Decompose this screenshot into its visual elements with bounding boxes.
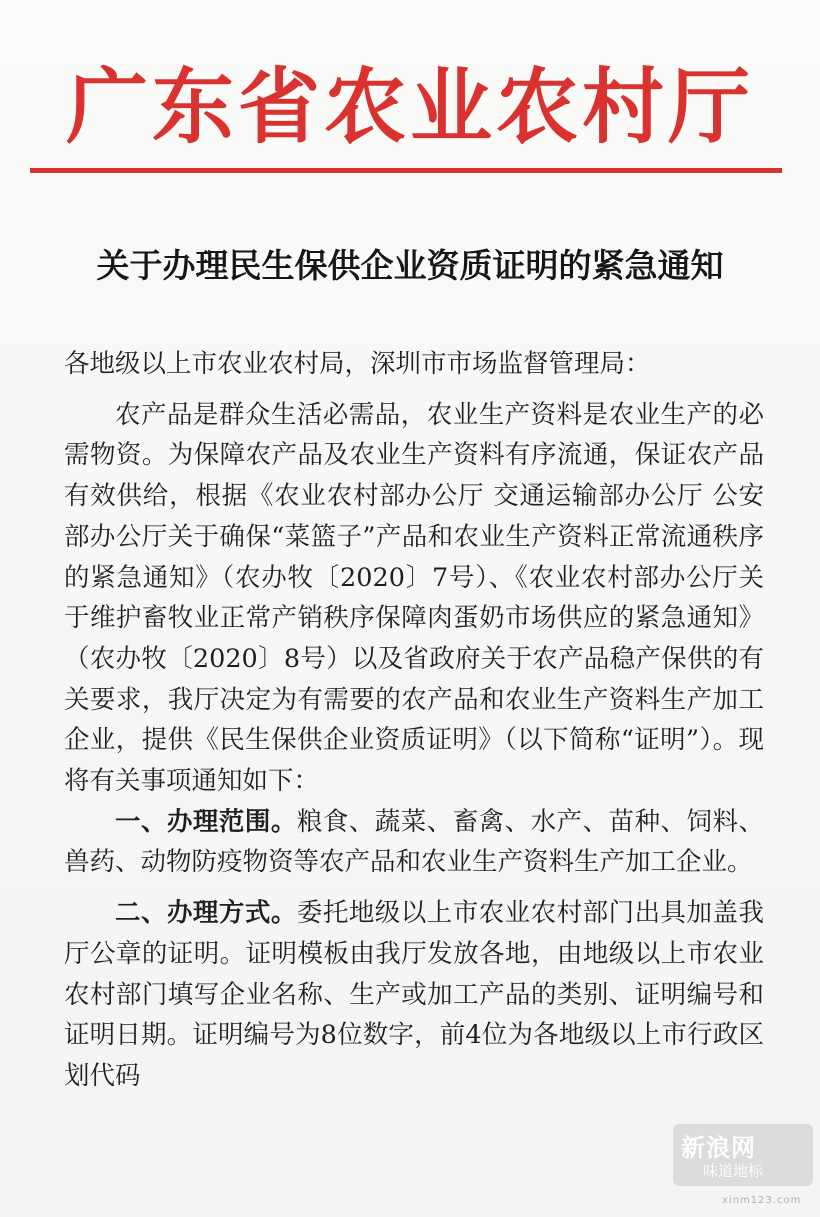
watermark-tagline: 味道地标 [703, 1162, 764, 1180]
agency-masthead: 广东省农业农村厅 [65, 60, 754, 155]
red-header-rule [30, 168, 782, 173]
section-1-heading: 一、办理范围。 [115, 806, 297, 837]
watermark-logo [673, 1124, 813, 1186]
watermark-logo-text: 新浪网 [681, 1134, 756, 1162]
section-2-text: 委托地级以上市农业农村部门出具加盖我厅公章的证明。证明模板由我厅发放各地，由地级以上市农业农村部门填写企业名称、生产或加工产品的类别、证明编号和证明日期。证明编号为8位数字，前4位为各地级以上市行政区划代码 [64, 898, 764, 1091]
document-body [64, 344, 764, 1097]
section-2-heading: 二、办理方式。 [115, 898, 297, 929]
intro-paragraph: 农产品是群众生活必需品，农业生产资料是农业生产的必需物资。为保障农产品及农业生产资料有序流通，保证农产品有效供给，根据《农业农村部办公厅 交通运输部办公厅 公安部办公厅关于确保“菜篮子”产品和农业生产资料正常流通秩序的紧急通知》（农办牧〔2020〕7号）、《农业农村部办公厅关于维护畜牧业正常产销秩序保障肉蛋奶市场供应的紧急通知》（农办牧〔2020〕8号）以及省政府关于农产品稳产保供的有关要求，我厅决定为有需要的农产品和农业生产资料生产加工企业，提供《民生保供企业资质证明》（以下简称“证明”）。现将有关事项通知如下： [64, 399, 764, 797]
section-2-paragraph [64, 893, 764, 1097]
document-title: 关于办理民生保供企业资质证明的紧急通知 [96, 246, 724, 285]
salutation: 各地级以上市农业农村局，深圳市市场监督管理局： [64, 349, 651, 379]
watermark-url: xinm123.com [722, 1195, 802, 1206]
section-1-text: 粮食、蔬菜、畜禽、水产、苗种、饲料、兽药、动物防疫物资等农产品和农业生产资料生产加工企业。 [64, 806, 764, 878]
section-1-paragraph [64, 802, 764, 883]
